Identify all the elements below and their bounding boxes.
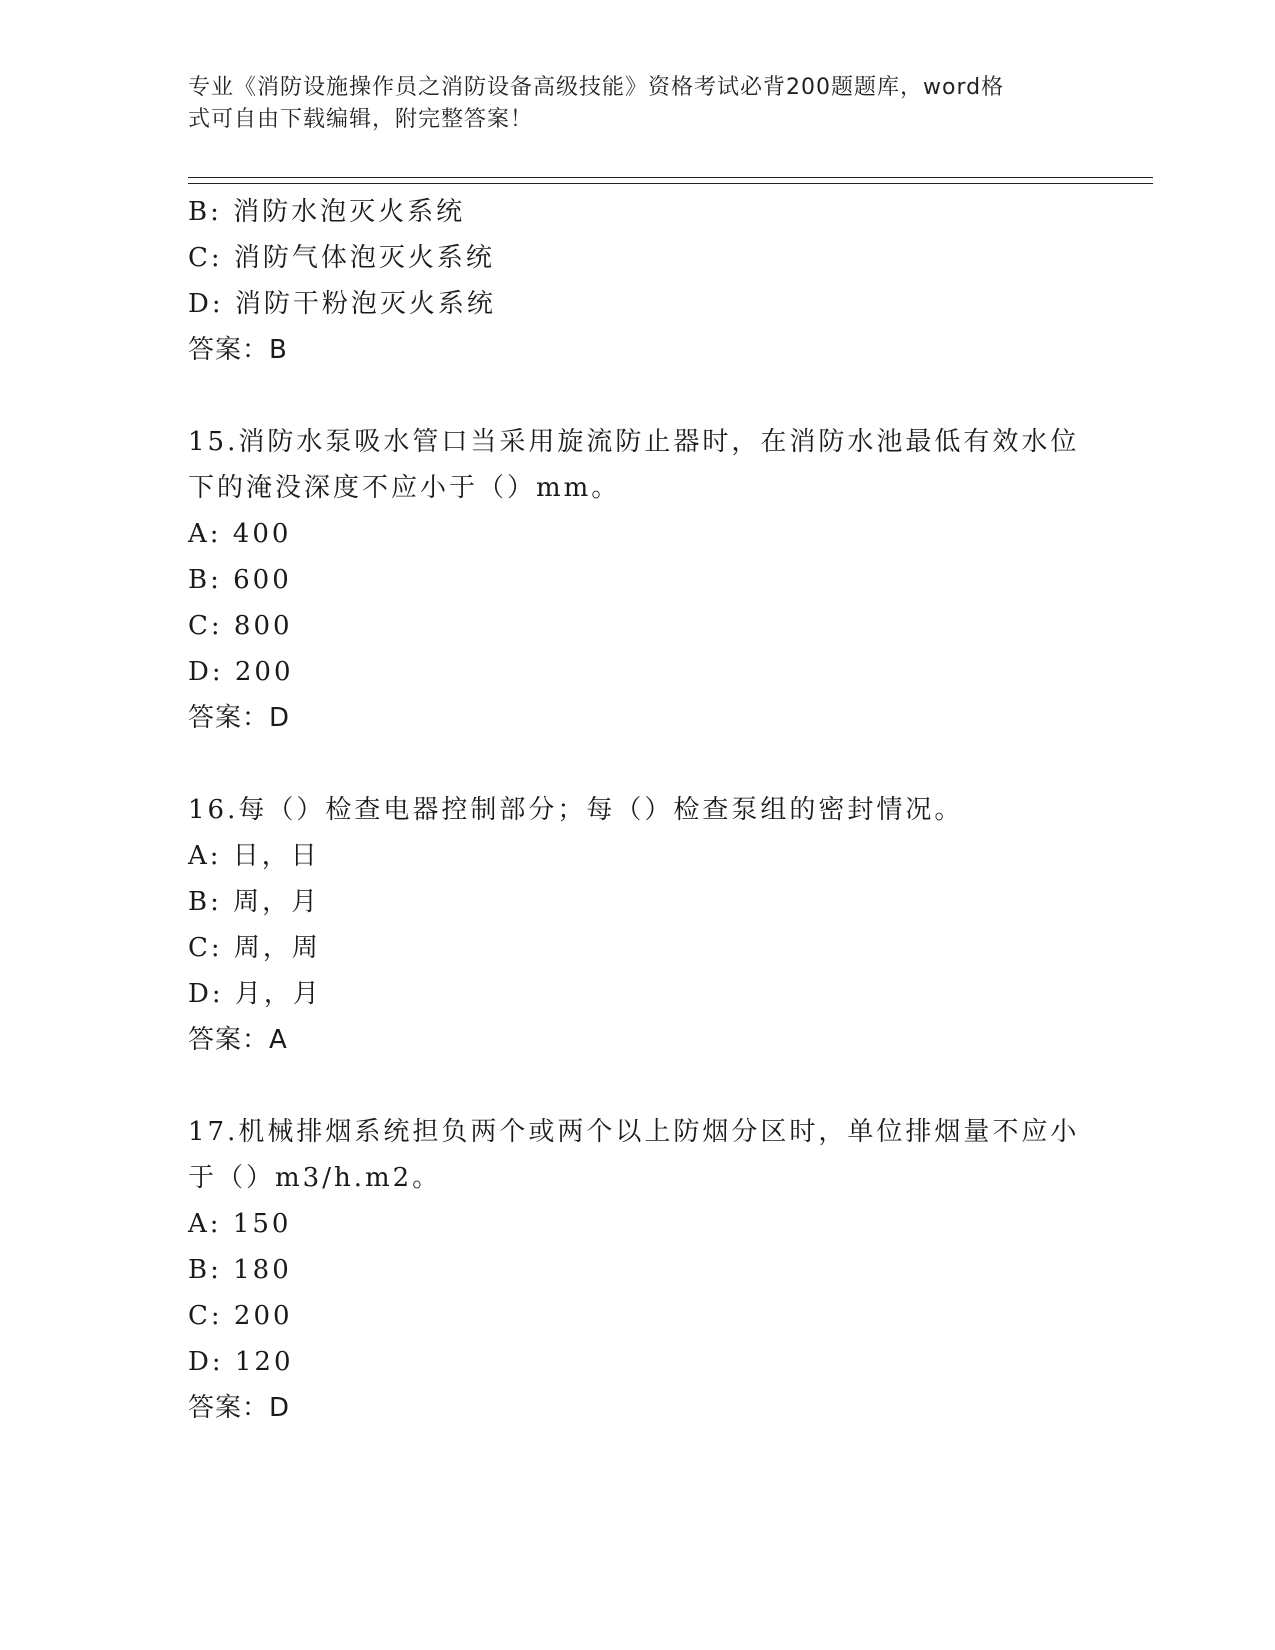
option-b: B: 600 <box>188 565 292 595</box>
answer: 答案：D <box>188 703 291 733</box>
header-divider-bottom <box>188 183 1153 184</box>
question-17 <box>188 1109 1088 1431</box>
spacer <box>188 1063 1088 1109</box>
question-list <box>188 189 1088 1431</box>
option-b: B: 180 <box>188 1255 292 1285</box>
option-a: A: 日，日 <box>188 841 320 871</box>
spacer <box>188 373 1088 419</box>
header-line-2: 式可自由下载编辑，附完整答案！ <box>188 107 534 132</box>
header-line-1: 专业《消防设施操作员之消防设备高级技能》资格考试必背200题题库，word格 <box>188 75 1005 100</box>
question-stem-line: 16.每（）检查电器控制部分；每（）检查泵组的密封情况。 <box>188 795 964 825</box>
header-divider-top <box>188 177 1153 178</box>
option-a: A: 400 <box>188 519 292 549</box>
document-header <box>188 72 1068 136</box>
partial-question <box>188 189 1088 373</box>
question-stem-line: 15.消防水泵吸水管口当采用旋流防止器时，在消防水池最低有效水位 <box>188 427 1080 457</box>
question-stem-line: 17.机械排烟系统担负两个或两个以上防烟分区时，单位排烟量不应小 <box>188 1117 1080 1147</box>
option-c: C: 周，周 <box>188 933 321 963</box>
answer: 答案：B <box>188 335 288 365</box>
option-a: A: 150 <box>188 1209 292 1239</box>
option-d: D: 消防干粉泡灭火系统 <box>188 289 496 319</box>
question-16 <box>188 787 1088 1063</box>
option-d: D: 120 <box>188 1347 294 1377</box>
option-d: D: 月，月 <box>188 979 322 1009</box>
option-c: C: 消防气体泡灭火系统 <box>188 243 495 273</box>
option-c: C: 800 <box>188 611 293 641</box>
answer: 答案：A <box>188 1025 288 1055</box>
question-stem-line: 于（）m3/h.m2。 <box>188 1163 442 1193</box>
option-b: B: 消防水泡灭火系统 <box>188 197 466 227</box>
answer: 答案：D <box>188 1393 291 1423</box>
spacer <box>188 741 1088 787</box>
option-c: C: 200 <box>188 1301 293 1331</box>
option-d: D: 200 <box>188 657 294 687</box>
question-stem-line: 下的淹没深度不应小于（）mm。 <box>188 473 621 503</box>
question-15 <box>188 419 1088 741</box>
option-b: B: 周，月 <box>188 887 321 917</box>
